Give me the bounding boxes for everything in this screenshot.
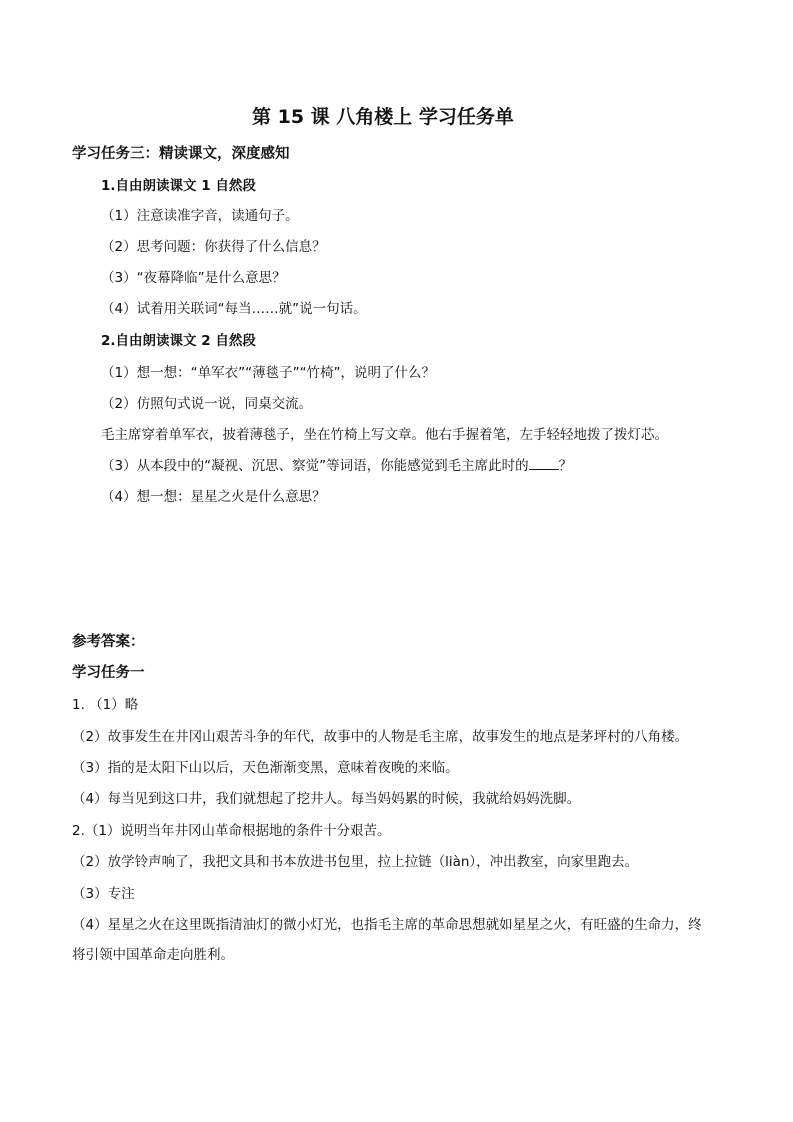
section2-item-3 <box>101 457 572 475</box>
answer-line: 1. （1）略 <box>72 697 139 713</box>
fill-in-blank[interactable] <box>529 457 559 470</box>
section1-item-4: （4）试着用关联词“每当……就”说一句话。 <box>101 301 367 317</box>
section1-item-1: （1）注意读准字音，读通句子。 <box>101 208 299 224</box>
task3-heading: 学习任务三：精读课文，深度感知 <box>72 146 290 162</box>
section2-item-1: （1）想一想：“单军衣”“薄毯子”“竹椅”，说明了什么？ <box>101 365 436 381</box>
section1-item-2: （2）思考问题：你获得了什么信息？ <box>101 239 326 255</box>
page-title: 第 15 课 八角楼上 学习任务单 <box>252 106 514 128</box>
answer-line: （3）专注 <box>72 886 135 902</box>
section2-item-2: （2）仿照句式说一说，同桌交流。 <box>101 396 313 412</box>
answer-line: （3）指的是太阳下山以后，天色渐渐变黑，意味着夜晚的来临。 <box>72 760 459 776</box>
answers-heading: 参考答案： <box>72 634 145 650</box>
section2-item-3-end: ？ <box>558 458 573 474</box>
answer-line: 将引领中国革命走向胜利。 <box>72 947 234 963</box>
answer-line: （4）每当见到这口井，我们就想起了挖井人。每当妈妈累的时候，我就给妈妈洗脚。 <box>72 791 581 807</box>
answer-line: 2.（1）说明当年井冈山革命根据地的条件十分艰苦。 <box>72 823 391 839</box>
answer-line: （4）星星之火在这里既指清油灯的微小灯光，也指毛主席的革命思想就如星星之火，有旺盛的生命力，终 <box>72 917 702 933</box>
answers-task1-heading: 学习任务一 <box>72 665 145 681</box>
section2-item-3-text: （3）从本段中的“凝视、沉思、察觉”等词语，你能感觉到毛主席此时的 <box>101 458 529 474</box>
answer-line: （2）故事发生在井冈山艰苦斗争的年代，故事中的人物是毛主席，故事发生的地点是茅坪村的八角楼。 <box>72 729 689 745</box>
answer-line: （2）放学铃声响了，我把文具和书本放进书包里，拉上拉链（liàn），冲出教室，向家里跑去。 <box>72 854 639 870</box>
section2-example-sentence: 毛主席穿着单军衣，披着薄毯子，坐在竹椅上写文章。他右手握着笔，左手轻轻地拨了拨灯芯。 <box>101 427 668 443</box>
section2-heading: 2.自由朗读课文 2 自然段 <box>101 333 256 349</box>
section1-heading: 1.自由朗读课文 1 自然段 <box>101 178 256 194</box>
section1-item-3: （3）“夜幕降临”是什么意思？ <box>101 270 286 286</box>
section2-item-4: （4）想一想：星星之火是什么意思？ <box>101 489 326 505</box>
